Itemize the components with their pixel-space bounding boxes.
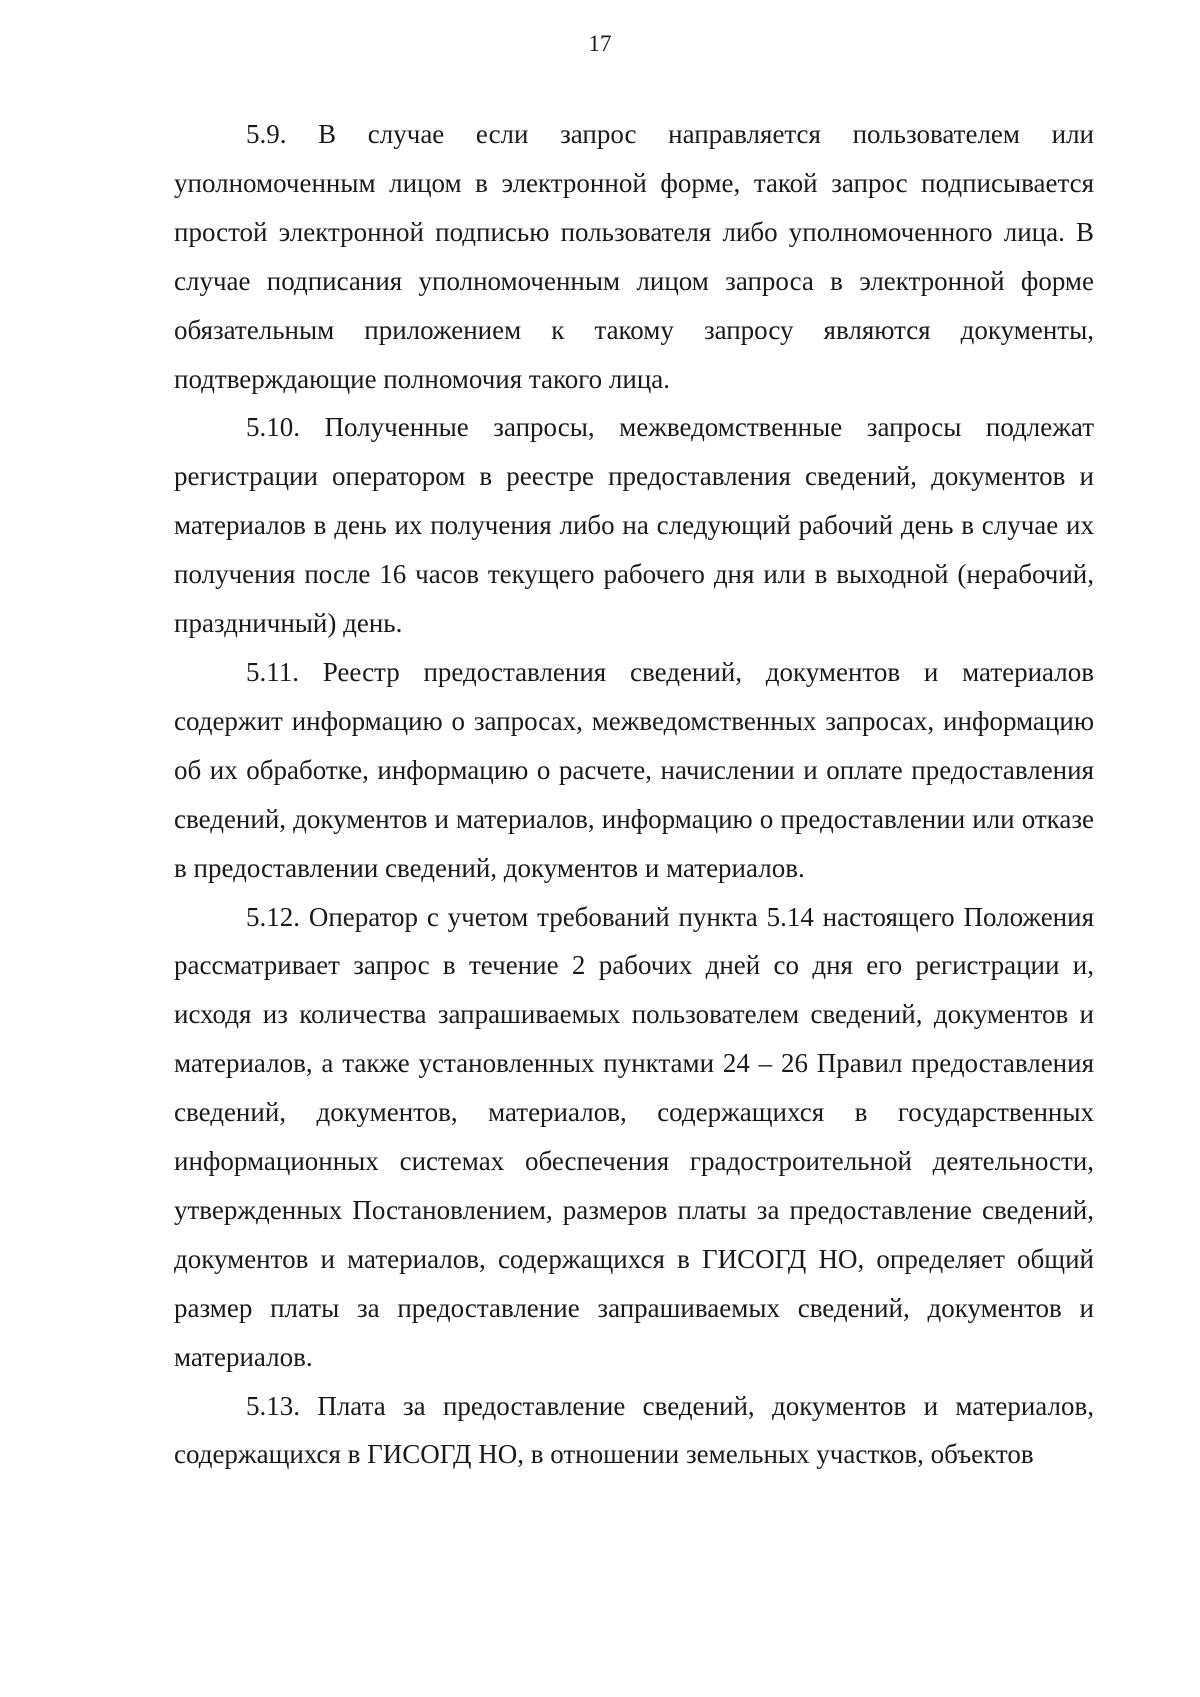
paragraph-5-10: 5.10. Полученные запросы, межведомственные запросы подлежат регистрации оператором в реестре предоставления сведений, документов и материалов в день их получения либо на следующий рабочий день в случае их получения после 16 часов текущего рабочего дня или в выходной (нерабочий, праздничный) день. <box>174 412 1094 639</box>
paragraph-5-12: 5.12. Оператор с учетом требований пункта 5.14 настоящего Положения рассматривает запрос в течение 2 рабочих дней со дня его регистрации и, исходя из количества запрашиваемых пользователем сведений, документов и материалов, а также установленных пунктами 24 – 26 Правил предоставления сведений, документов, материалов, содержащихся в государственных информационных системах обеспечения градостроительной деятельности, утвержденных Постановлением, размеров платы за предоставление сведений, документов и материалов, содержащихся в ГИСОГД НО, определяет общий размер платы за предоставление запрашиваемых сведений, документов и материалов. <box>174 901 1094 1372</box>
page-number: 17 <box>588 31 612 56</box>
document-body <box>174 110 1094 1479</box>
paragraph-5-13: 5.13. Плата за предоставление сведений, документов и материалов, содержащихся в ГИСОГД НО, в отношении земельных участков, объектов <box>174 1390 1094 1470</box>
paragraph-5-11: 5.11. Реестр предоставления сведений, документов и материалов содержит информацию о запросах, межведомственных запросах, информацию об их обработке, информацию о расчете, начислении и оплате предоставления сведений, документов и материалов, информацию о предоставлении или отказе в предоставлении сведений, документов и материалов. <box>174 656 1094 883</box>
paragraph-5-9: 5.9. В случае если запрос направляется пользователем или уполномоченным лицом в электронной форме, такой запрос подписывается простой электронной подписью пользователя либо уполномоченного лица. В случае подписания уполномоченным лицом запроса в электронной форме обязательным приложением к такому запросу являются документы, подтверждающие полномочия такого лица. <box>174 119 1094 394</box>
